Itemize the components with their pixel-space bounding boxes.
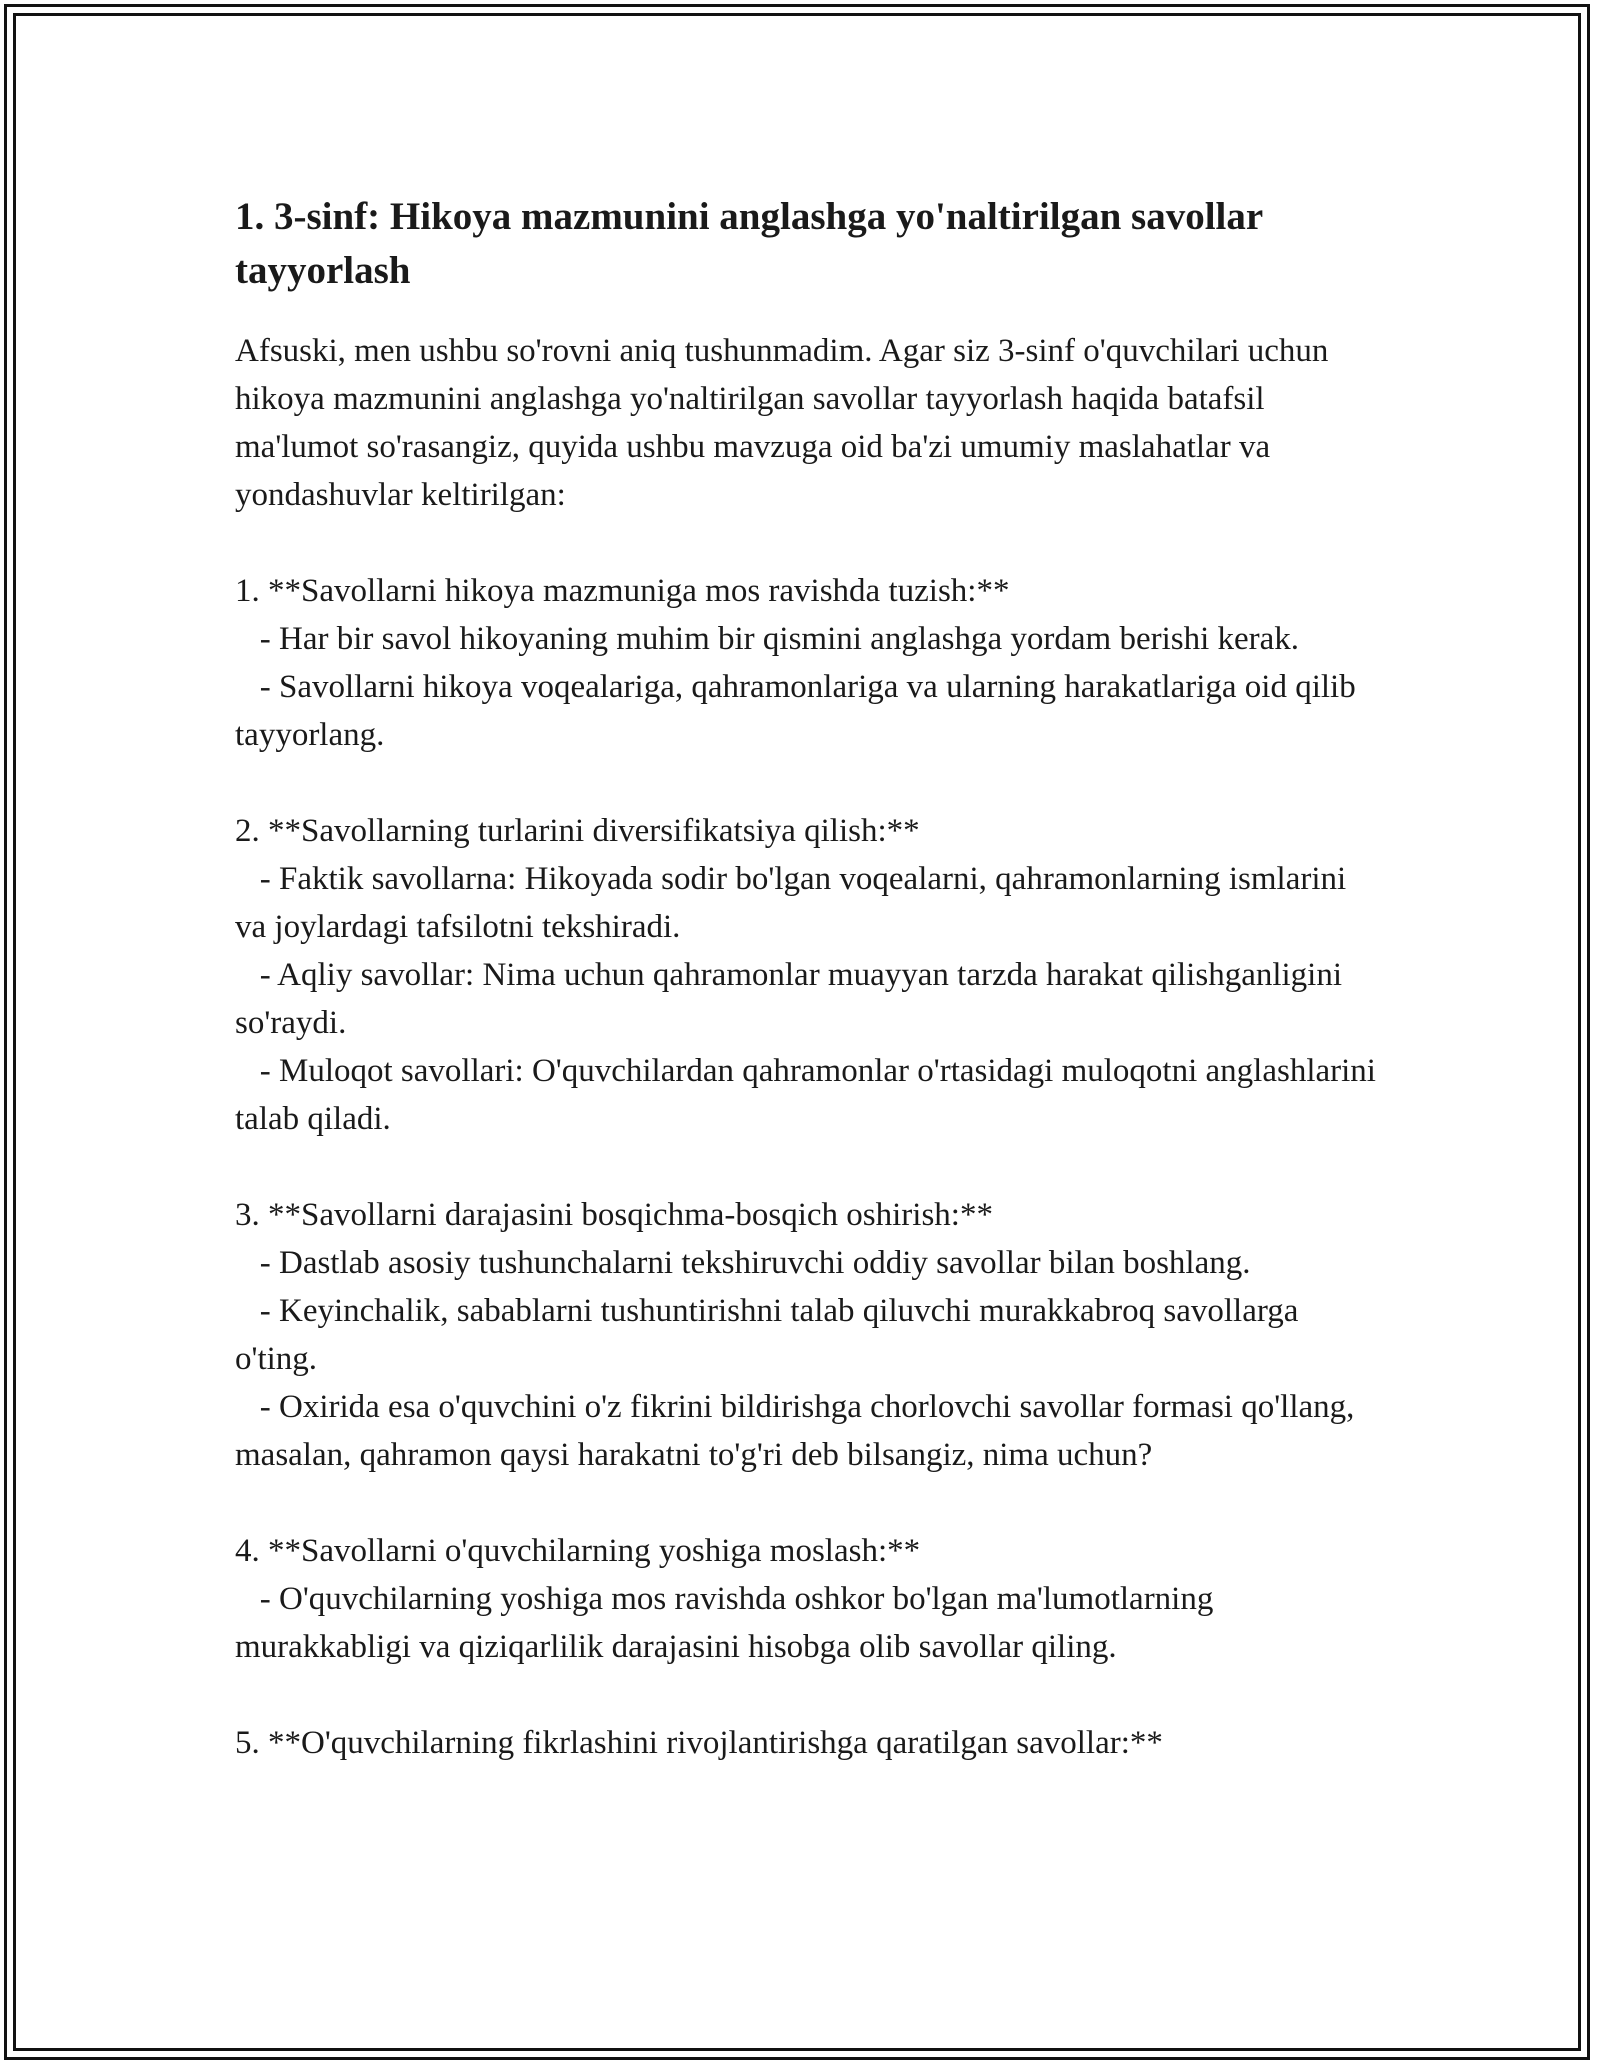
section-heading: 3. **Savollarni darajasini bosqichma-bosqich oshirish:** bbox=[235, 1197, 993, 1233]
section-heading: 4. **Savollarni o'quvchilarning yoshiga moslash:** bbox=[235, 1533, 921, 1569]
section-item: - Savollarni hikoya voqealariga, qahramonlariga va ularning harakatlariga oid qilib tayyorlang. bbox=[235, 669, 1364, 753]
section-4 bbox=[235, 1527, 1385, 1671]
section-item: - Faktik savollarna: Hikoyada sodir bo'lgan voqealarni, qahramonlarning ismlarini va joylardagi tafsilotni tekshiradi. bbox=[235, 861, 1355, 945]
document-body bbox=[235, 190, 1385, 1767]
section-item: - O'quvchilarning yoshiga mos ravishda oshkor bo'lgan ma'lumotlarning murakkabligi va qiziqarlilik darajasini hisobga olib savollar qiling. bbox=[235, 1581, 1222, 1665]
section-heading: 1. **Savollarni hikoya mazmuniga mos ravishda tuzish:** bbox=[235, 573, 1010, 609]
section-5 bbox=[235, 1719, 1385, 1767]
section-item: - Har bir savol hikoyaning muhim bir qismini anglashga yordam berishi kerak. bbox=[235, 621, 1300, 657]
section-item: - Muloqot savollari: O'quvchilardan qahramonlar o'rtasidagi muloqotni anglashlarini talab qiladi. bbox=[235, 1053, 1385, 1137]
document-title: 1. 3-sinf: Hikoya mazmunini anglashga yo'naltirilgan savollar tayyorlash bbox=[235, 195, 1263, 292]
section-heading: 5. **O'quvchilarning fikrlashini rivojlantirishga qaratilgan savollar:** bbox=[235, 1725, 1163, 1761]
section-2 bbox=[235, 807, 1385, 1143]
intro-paragraph: Afsuski, men ushbu so'rovni aniq tushunmadim. Agar siz 3-sinf o'quvchilari uchun hikoya mazmunini anglashga yo'naltirilgan savollar tayyorlash haqida batafsil ma'lumot so'rasangiz, quyida ushbu mavzuga oid ba'zi umumiy maslahatlar va yondashuvlar keltirilgan: bbox=[235, 333, 1329, 513]
section-3 bbox=[235, 1191, 1385, 1479]
section-item: - Keyinchalik, sabablarni tushuntirishni talab qiluvchi murakkabroq savollarga o'ting. bbox=[235, 1293, 1307, 1377]
section-item: - Dastlab asosiy tushunchalarni tekshiruvchi oddiy savollar bilan boshlang. bbox=[235, 1245, 1251, 1281]
section-1 bbox=[235, 567, 1385, 759]
section-item: - Oxirida esa o'quvchini o'z fikrini bildirishga chorlovchi savollar formasi qo'llang, masalan, qahramon qaysi harakatni to'g'ri deb bilsangiz, nima uchun? bbox=[235, 1389, 1363, 1473]
section-heading: 2. **Savollarning turlarini diversifikatsiya qilish:** bbox=[235, 813, 920, 849]
section-item: - Aqliy savollar: Nima uchun qahramonlar muayyan tarzda harakat qilishganligini so'raydi. bbox=[235, 957, 1351, 1041]
